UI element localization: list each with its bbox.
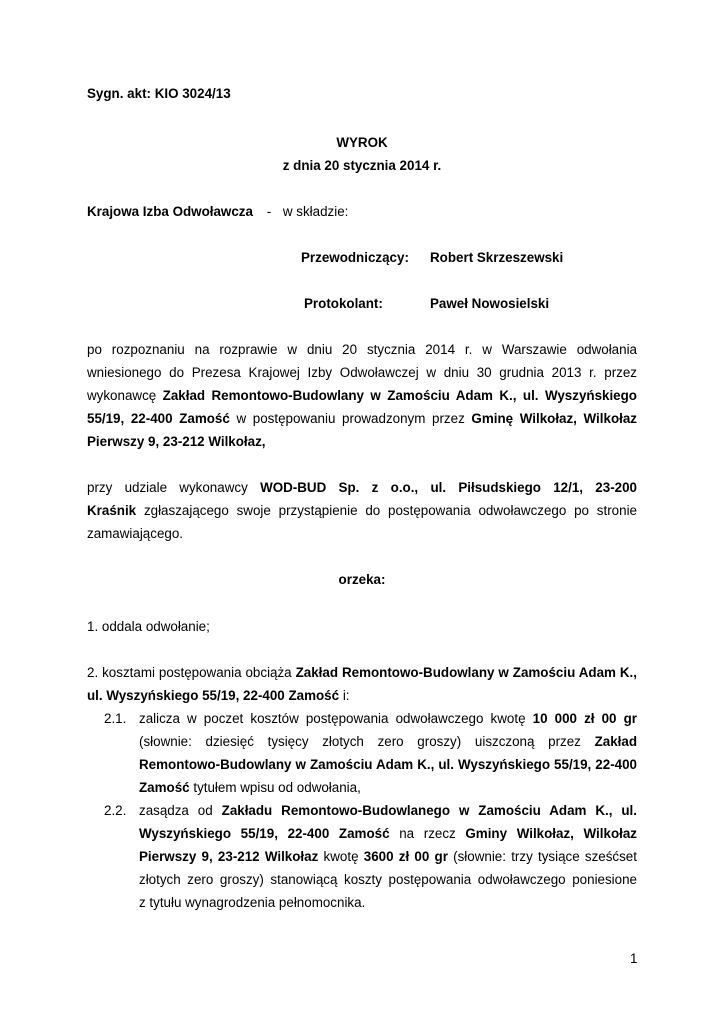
sub-2-line-2 — [139, 826, 637, 841]
appellant-address: 55/19, 22-400 Zamość — [87, 411, 230, 426]
s2-l1b: Zakładu Remontowo-Budowlanego w Zamościu Adam K., ul. — [221, 803, 637, 818]
case-signature: Sygn. akt: KIO 3024/13 — [87, 86, 231, 101]
clerk-label: Protokolant: — [304, 296, 383, 311]
chair-label: Przewodniczący: — [301, 250, 409, 265]
sub-2-line-1 — [139, 803, 637, 818]
intro-l4b: w postępowaniu prowadzonym przez — [236, 411, 465, 426]
s1-l4a: Zamość — [139, 780, 190, 795]
point-2-line-2 — [87, 688, 350, 703]
s1-l4b: tytułem wpisu od odwołania, — [193, 780, 361, 795]
s2-l3b: kwotę — [323, 849, 359, 864]
chair-name: Robert Skrzeszewski — [430, 250, 564, 265]
s1-l1a: zalicza w poczet kosztów postępowania odwoławczego kwotę — [139, 711, 526, 726]
s2-l3a: Pierwszy 9, 23-212 Wilkołaz — [139, 849, 319, 864]
s2-l1a: zasądza od — [139, 803, 213, 818]
intro-line-4 — [87, 411, 637, 426]
separator: - — [266, 204, 272, 219]
sub-1-line-4 — [139, 780, 361, 795]
sub-2-line-5: z tytułu wynagrodzenia pełnomocnika. — [139, 895, 366, 910]
p2-l1a: 2. kosztami postępowania obciąża — [87, 665, 292, 680]
part-l1a: przy udziale wykonawcy — [87, 480, 248, 495]
clerk-name: Paweł Nowosielski — [430, 296, 550, 311]
sub-1-line-3: Remontowo-Budowlany w Zamościu Adam K., ul. Wyszyńskiego 55/19, 22-400 — [139, 757, 637, 772]
sub-2-line-4: złotych zero groszy) stanowiącą koszty postępowania odwoławczego poniesione — [139, 872, 637, 887]
intro-line-1: po rozpoznaniu na rozprawie w dniu 20 stycznia 2014 r. w Warszawie odwołania — [87, 342, 637, 357]
point-2-line-1 — [87, 665, 637, 680]
ruling-heading: orzeka: — [338, 572, 386, 587]
participant-city: Kraśnik — [87, 503, 137, 518]
sub-1-number: 2.1. — [104, 711, 127, 726]
s2-l2c: Gminy Wilkołaz, Wilkołaz — [465, 826, 637, 841]
composition-line — [87, 204, 348, 219]
intro-line-5: Pierwszy 9, 23-212 Wilkołaz, — [87, 434, 266, 449]
intro-l3a: wykonawcę — [87, 388, 157, 403]
participation-line-3: zamawiającego. — [87, 526, 184, 541]
s1-amount: 10 000 zł 00 gr — [532, 711, 637, 726]
intro-line-3 — [87, 388, 637, 403]
part-l2b: zgłaszającego swoje przystąpienie do postępowania odwoławczego po stronie — [143, 503, 637, 518]
s2-amount: 3600 zł 00 gr — [363, 849, 448, 864]
contracting-authority: Gminę Wilkołaz, Wilkołaz — [471, 411, 637, 426]
participation-line-2 — [87, 503, 637, 518]
s1-l2b: Zakład — [594, 734, 637, 749]
sub-2-line-3 — [139, 849, 637, 864]
appellant-name: Zakład Remontowo-Budowlany w Zamościu Adam K., ul. Wyszyńskiego — [162, 388, 637, 403]
s2-l2a: Wyszyńskiego 55/19, 22-400 Zamość — [139, 826, 390, 841]
p2-l1b: Zakład Remontowo-Budowlany w Zamościu Adam K., — [295, 665, 637, 680]
intro-line-2: wniesionego do Prezesa Krajowej Izby Odwoławczej w dniu 30 grudnia 2013 r. przez — [87, 365, 637, 380]
point-1: 1. oddala odwołanie; — [87, 619, 210, 634]
sub-1-line-2 — [139, 734, 637, 749]
sub-2-number: 2.2. — [104, 803, 127, 818]
sub-1-line-1 — [139, 711, 637, 726]
page-number: 1 — [630, 951, 638, 966]
s2-l3d: (słownie: trzy tysiące sześćset — [453, 849, 637, 864]
participation-line-1 — [87, 480, 637, 495]
document-date: z dnia 20 stycznia 2014 r. — [282, 158, 442, 173]
s1-l2a: (słownie: dziesięć tysięcy złotych zero groszy) uiszczoną przez — [139, 734, 581, 749]
body-name: Krajowa Izba Odwoławcza — [87, 204, 253, 219]
p2-l2a: ul. Wyszyńskiego 55/19, 22-400 Zamość — [87, 688, 340, 703]
composition-label: w składzie: — [282, 204, 349, 219]
s2-l2b: na rzecz — [399, 826, 456, 841]
p2-l2b: i: — [342, 688, 350, 703]
participant-name: WOD-BUD Sp. z o.o., ul. Piłsudskiego 12/1, 23-200 — [260, 480, 637, 495]
document-title: WYROK — [336, 135, 388, 150]
